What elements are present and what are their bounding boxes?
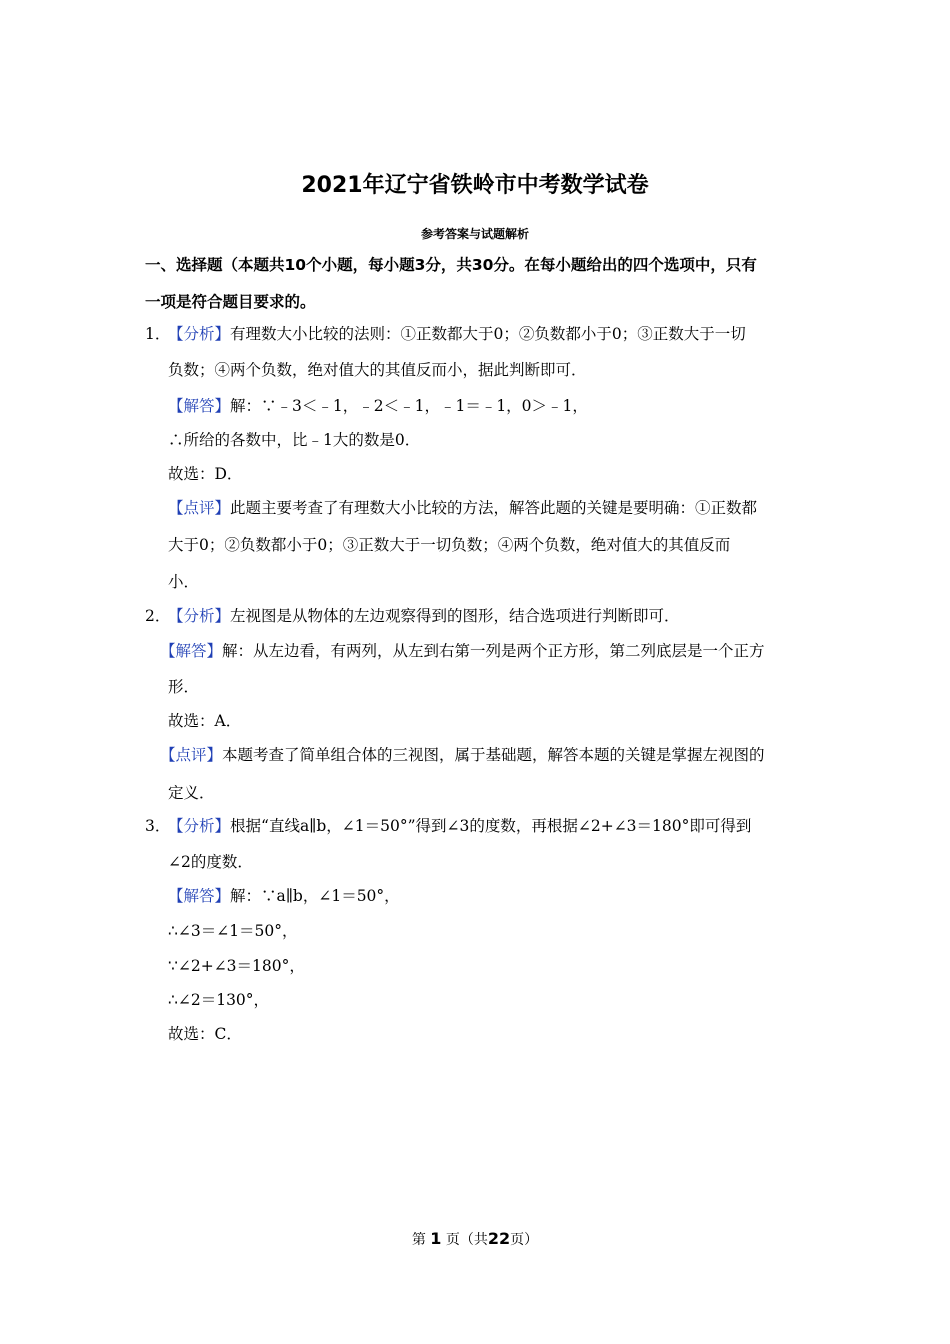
q2-answer-line1 xyxy=(160,641,765,661)
q2-answer-text1: 解：从左边看，有两列，从左到右第一列是两个正方形，第二列底层是一个正方 xyxy=(222,642,765,660)
analysis-tag: 【分析】 xyxy=(168,607,231,625)
q1-answer-line2: ∴所给的各数中，比﹣1大的数是0． xyxy=(168,431,421,449)
q1-answer-line3: 故选：D． xyxy=(168,465,243,483)
footer-middle: 页（共 xyxy=(445,1232,488,1248)
q2-answer-line2: 形． xyxy=(168,678,200,696)
q3-answer-line4: ∴∠2＝130°， xyxy=(168,991,270,1009)
q1-analysis-text1: 有理数大小比较的法则：①正数都大于0；②负数都小于0；③正数大于一切 xyxy=(230,325,746,343)
q2-analysis-line1 xyxy=(168,606,680,626)
q2-comment-line1 xyxy=(160,745,765,765)
footer-total-pages: 22 xyxy=(487,1229,511,1248)
q1-comment-line2: 大于0；②负数都小于0；③正数大于一切负数；④两个负数，绝对值大的其值反而 xyxy=(168,536,731,554)
q3-answer-text1: 解：∵a∥b，∠1＝50°， xyxy=(230,887,400,905)
q1-analysis-line2: 负数；④两个负数，绝对值大的其值反而小，据此判断即可． xyxy=(168,361,587,379)
q2-comment-text1: 本题考查了简单组合体的三视图，属于基础题，解答本题的关键是掌握左视图的 xyxy=(222,746,765,764)
question-number-2: 2． xyxy=(145,607,171,625)
q1-comment-text1: 此题主要考查了有理数大小比较的方法，解答此题的关键是要明确：①正数都 xyxy=(230,499,758,517)
answer-tag: 【解答】 xyxy=(168,887,231,905)
q1-answer-text1: 解：∵﹣3＜﹣1，﹣2＜﹣1，﹣1＝﹣1，0＞﹣1， xyxy=(230,397,588,415)
page-footer xyxy=(0,1229,950,1249)
q3-analysis-text1: 根据“直线a∥b，∠1＝50°”得到∠3的度数，再根据∠2+∠3＝180°即可得到 xyxy=(230,817,752,835)
section-heading-line2: 一项是符合题目要求的。 xyxy=(145,293,316,311)
page-title: 2021年辽宁省铁岭市中考数学试卷 xyxy=(301,173,649,198)
page-subtitle: 参考答案与试题解析 xyxy=(420,227,529,241)
q1-comment-line1 xyxy=(168,498,757,518)
answer-tag: 【解答】 xyxy=(160,642,223,660)
q1-comment-line3: 小． xyxy=(168,573,200,591)
q3-answer-line2: ∴∠3＝∠1＝50°， xyxy=(168,922,298,940)
q2-answer-line3: 故选：A． xyxy=(168,712,242,730)
footer-page-number: 1 xyxy=(430,1229,442,1248)
analysis-tag: 【分析】 xyxy=(168,325,231,343)
q1-answer-line1 xyxy=(168,396,588,416)
comment-tag: 【点评】 xyxy=(168,499,231,517)
q2-analysis-text1: 左视图是从物体的左边观察得到的图形，结合选项进行判断即可． xyxy=(230,607,680,625)
comment-tag: 【点评】 xyxy=(160,746,223,764)
q3-answer-line1 xyxy=(168,886,400,906)
q2-comment-line2: 定义． xyxy=(168,784,215,802)
footer-prefix: 第 xyxy=(411,1232,426,1248)
section-heading-line1: 一、选择题（本题共10个小题，每小题3分，共30分。在每小题给出的四个选项中，只有 xyxy=(145,256,757,274)
q3-analysis-line1 xyxy=(168,816,751,836)
q3-answer-line3: ∵∠2+∠3＝180°， xyxy=(168,957,305,975)
q3-answer-line5: 故选：C． xyxy=(168,1025,242,1043)
q3-analysis-line2: ∠2的度数． xyxy=(168,853,253,871)
q1-analysis-line1 xyxy=(168,324,746,344)
answer-tag: 【解答】 xyxy=(168,397,231,415)
analysis-tag: 【分析】 xyxy=(168,817,231,835)
question-number-1: 1． xyxy=(145,325,171,343)
footer-suffix: 页） xyxy=(510,1232,539,1248)
question-number-3: 3． xyxy=(145,817,171,835)
